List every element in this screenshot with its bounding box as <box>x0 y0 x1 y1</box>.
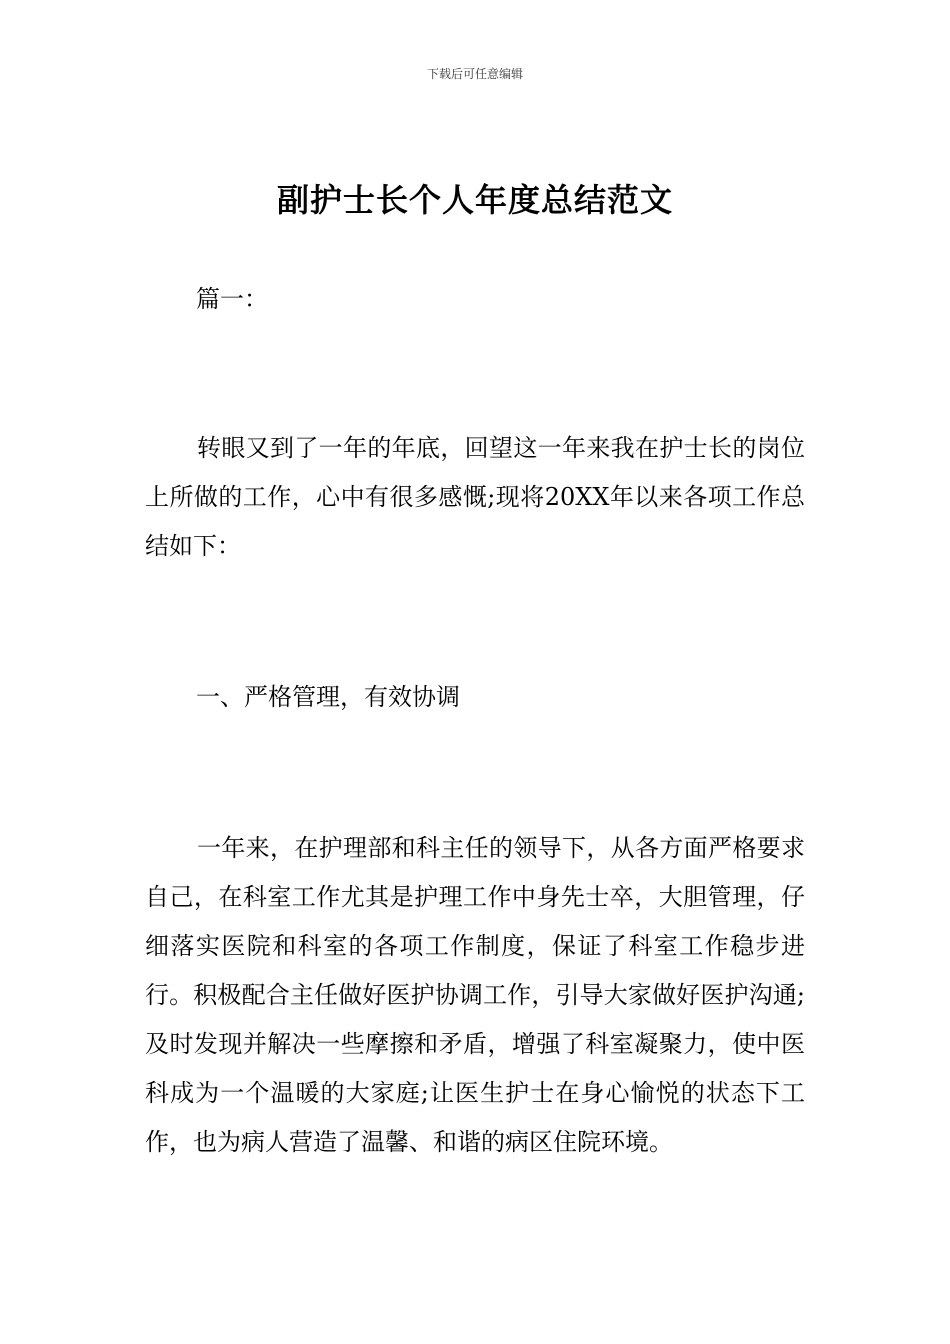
section-label: 篇一： <box>196 285 268 313</box>
paragraph-management: 一年来，在护理部和科主任的领导下，从各方面严格要求自己，在科室工作尤其是护理工作中身先士卒，大胆管理，仔细落实医院和科室的各项工作制度，保证了科室工作稳步进行。积极配合主任做好医护协调工作，引导大家做好医护沟通;及时发现并解决一些摩擦和矛盾，增强了科室凝聚力，使中医科成为一个温暖的大家庭;让医生护士在身心愉悦的状态下工作，也为病人营造了温馨、和谐的病区住院环境。 <box>145 834 805 1156</box>
document-title: 副护士长个人年度总结范文 <box>276 181 673 219</box>
paragraph-intro: 转眼又到了一年的年底，回望这一年来我在护士长的岗位上所做的工作，心中有很多感慨;现将20XX年以来各项工作总结如下： <box>145 434 805 560</box>
header-note: 下载后可任意编辑 <box>426 67 523 81</box>
section-heading-1: 一、严格管理，有效协调 <box>196 683 460 711</box>
